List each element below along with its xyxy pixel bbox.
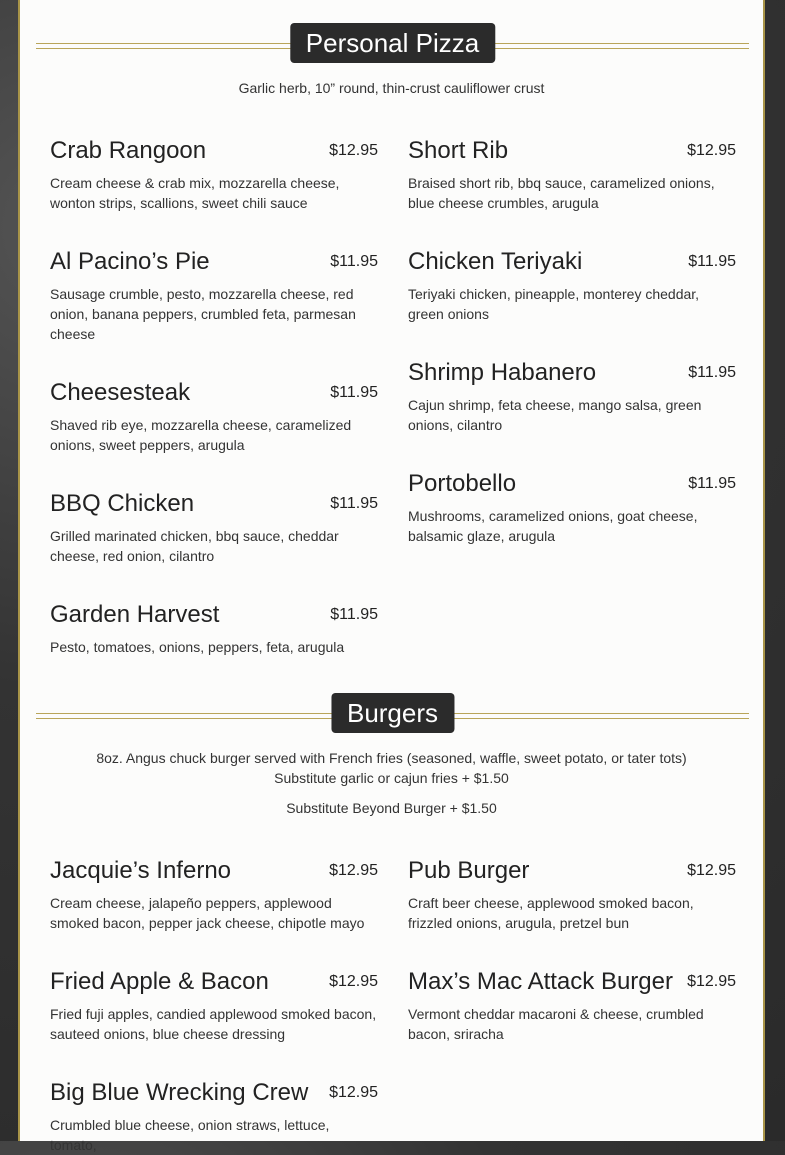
item-price: $12.95 <box>687 973 736 990</box>
menu-panel <box>18 0 765 1153</box>
item-name: BBQ Chicken <box>50 490 195 517</box>
burgers-section-header <box>36 693 749 735</box>
item-description: Cream cheese & crab mix, mozzarella cheese, wonton strips, scallions, sweet chili sauce <box>50 175 340 211</box>
item-price: $12.95 <box>329 1084 378 1101</box>
menu-item <box>408 358 736 435</box>
menu-item <box>50 600 378 657</box>
item-name: Pub Burger <box>408 857 530 884</box>
item-description: Cajun shrimp, feta cheese, mango salsa, green onions, cilantro <box>408 397 702 433</box>
item-name: Shrimp Habanero <box>408 359 597 386</box>
menu-item <box>50 136 378 213</box>
item-name: Chicken Teriyaki <box>408 248 583 275</box>
item-name: Big Blue Wrecking Crew <box>50 1079 309 1106</box>
item-price: $11.95 <box>330 384 378 401</box>
item-price: $12.95 <box>687 142 736 159</box>
item-description: Cream cheese, jalapeño peppers, applewood smoked bacon, pepper jack cheese, chipotle mayo <box>50 895 365 931</box>
menu-item <box>50 967 378 1044</box>
item-description: Teriyaki chicken, pineapple, monterey cheddar, green onions <box>408 286 700 322</box>
menu-item <box>408 967 736 1044</box>
section-subtitle: Substitute Beyond Burger + $1.50 <box>286 800 497 816</box>
item-name: Max’s Mac Attack Burger <box>408 968 673 995</box>
item-price: $11.95 <box>688 253 736 270</box>
item-price: $12.95 <box>329 973 378 990</box>
item-description: Mushrooms, caramelized onions, goat cheese, balsamic glaze, arugula <box>408 508 698 544</box>
item-price: $11.95 <box>330 495 378 512</box>
item-price: $11.95 <box>330 253 378 270</box>
item-description: Grilled marinated chicken, bbq sauce, cheddar cheese, red onion, cilantro <box>50 528 339 564</box>
item-price: $12.95 <box>329 862 378 879</box>
item-name: Portobello <box>408 470 517 497</box>
menu-item <box>50 489 378 566</box>
item-name: Garden Harvest <box>50 601 220 628</box>
item-description: Braised short rib, bbq sauce, caramelized onions, blue cheese crumbles, arugula <box>408 175 715 211</box>
section-title: Personal Pizza <box>290 23 495 63</box>
item-price: $11.95 <box>688 475 736 492</box>
item-description: Sausage crumble, pesto, mozzarella cheese, red onion, banana peppers, crumbled feta, parmesan cheese <box>50 286 356 342</box>
item-price: $11.95 <box>688 364 736 381</box>
menu-item <box>50 247 378 344</box>
section-subtitle: Substitute garlic or cajun fries + $1.50 <box>274 770 509 786</box>
menu-item <box>408 247 736 324</box>
section-subtitle: 8oz. Angus chuck burger served with French fries (seasoned, waffle, sweet potato, or tater tots) <box>96 750 687 766</box>
item-price: $12.95 <box>687 862 736 879</box>
menu-item <box>408 856 736 933</box>
item-name: Cheesesteak <box>50 379 191 406</box>
item-name: Crab Rangoon <box>50 137 207 164</box>
section-title: Burgers <box>331 693 454 733</box>
item-name: Al Pacino’s Pie <box>50 248 210 275</box>
pizza-section-header <box>36 23 749 65</box>
item-name: Short Rib <box>408 137 509 164</box>
menu-item <box>408 469 736 546</box>
section-subtitle: Garlic herb, 10” round, thin-crust cauliflower crust <box>238 80 545 96</box>
item-description: Vermont cheddar macaroni & cheese, crumbled bacon, sriracha <box>408 1006 704 1042</box>
item-description: Craft beer cheese, applewood smoked bacon, frizzled onions, arugula, pretzel bun <box>408 895 694 931</box>
item-description: Crumbled blue cheese, onion straws, lettuce, tomato, <box>50 1117 330 1153</box>
menu-item <box>50 1078 378 1155</box>
menu-item <box>50 856 378 933</box>
item-name: Jacquie’s Inferno <box>50 857 232 884</box>
item-description: Pesto, tomatoes, onions, peppers, feta, arugula <box>50 639 345 655</box>
item-name: Fried Apple & Bacon <box>50 968 269 995</box>
item-price: $12.95 <box>329 142 378 159</box>
item-price: $11.95 <box>330 606 378 623</box>
menu-item <box>50 378 378 455</box>
item-description: Shaved rib eye, mozzarella cheese, caramelized onions, sweet peppers, arugula <box>50 417 352 453</box>
item-description: Fried fuji apples, candied applewood smoked bacon, sauteed onions, blue cheese dressing <box>50 1006 377 1042</box>
menu-item <box>408 136 736 213</box>
